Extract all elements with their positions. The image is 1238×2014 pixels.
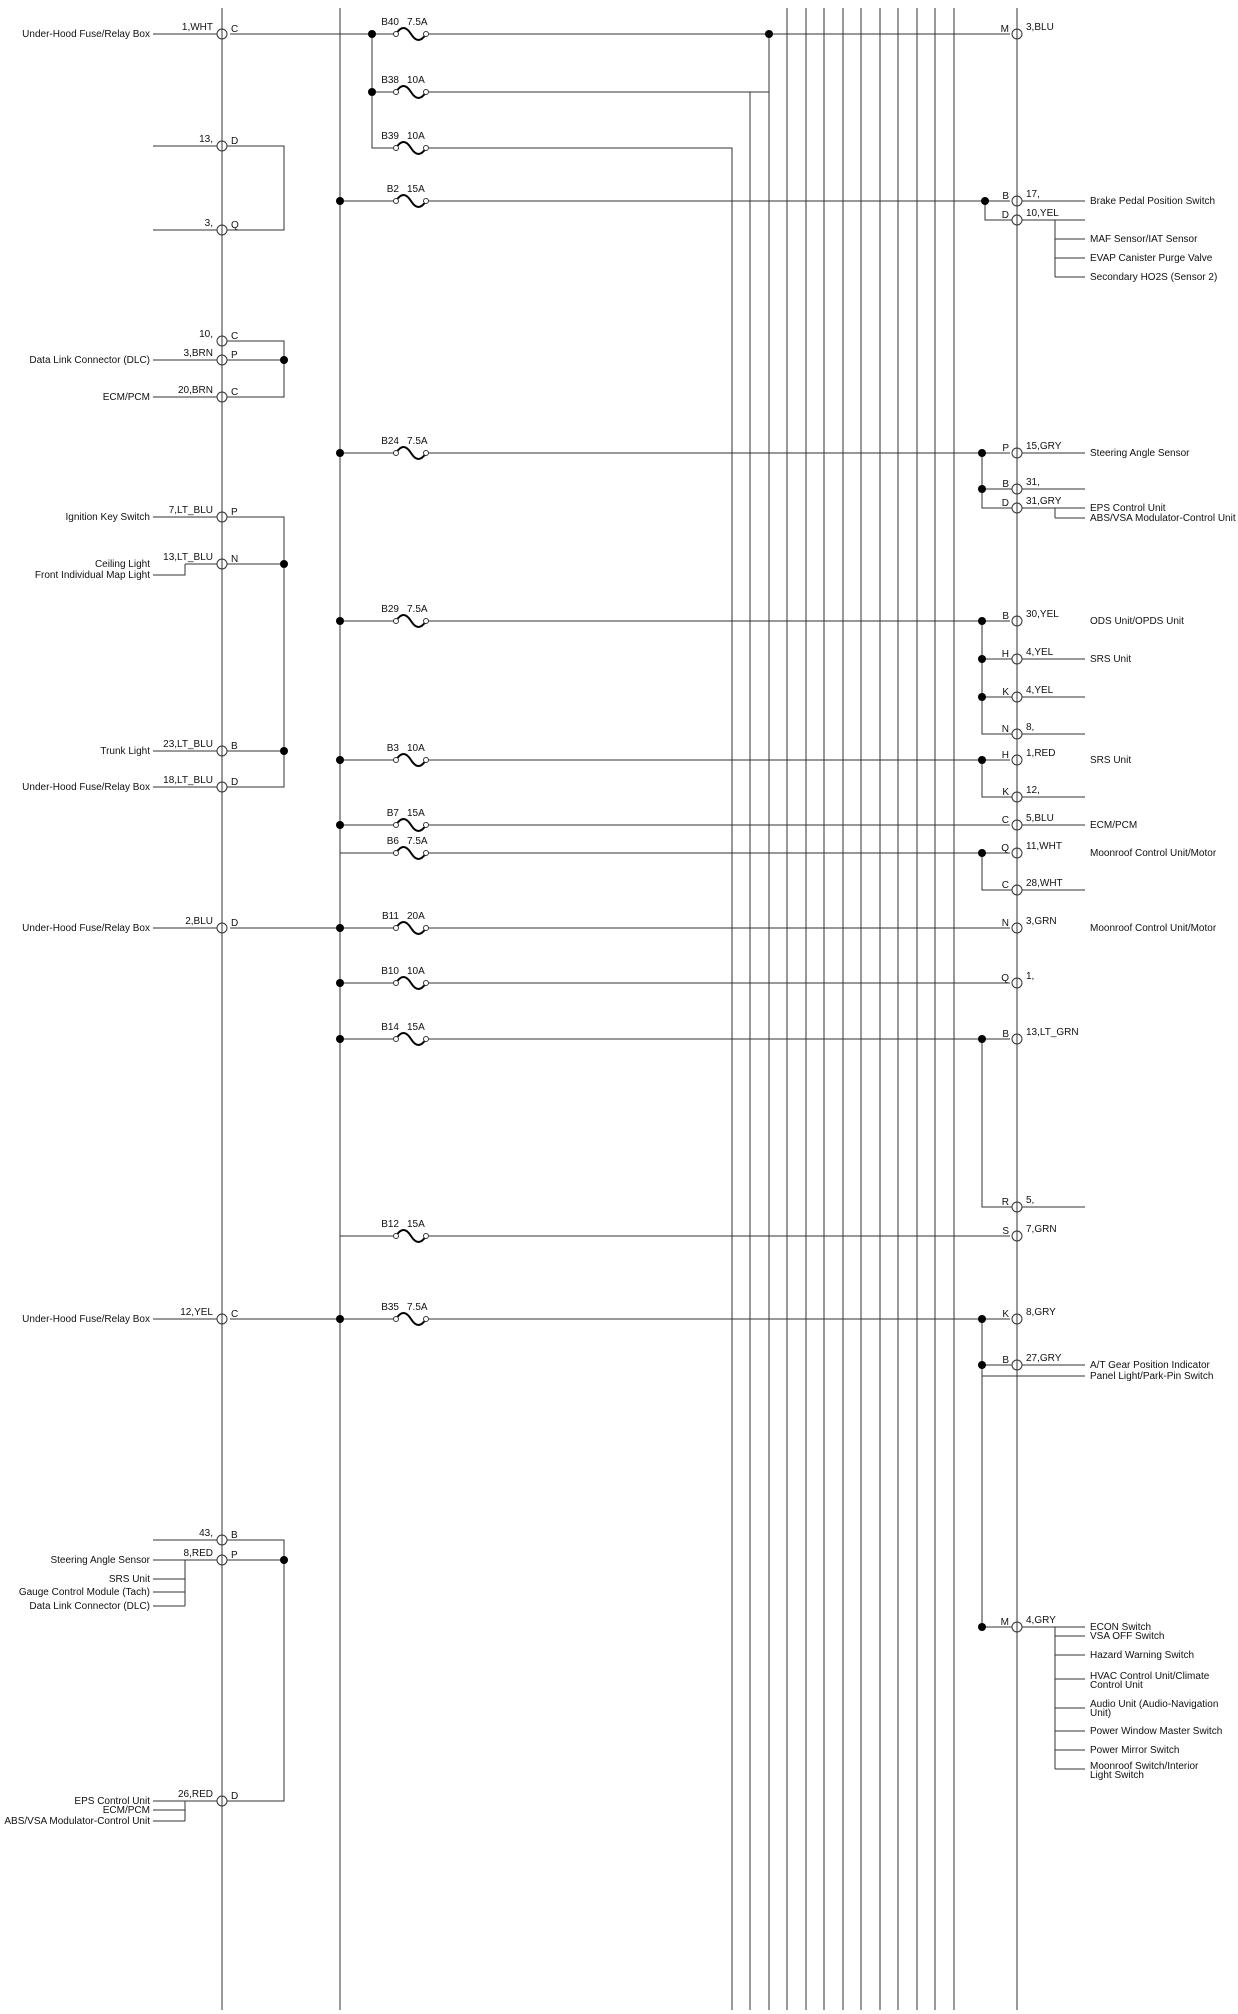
fuse-terminal-right-B35 (424, 1317, 429, 1322)
fuse-terminal-right-B10 (424, 981, 429, 986)
left-label-l12: Under-Hood Fuse/Relay Box (22, 1314, 150, 1325)
right-pin-r21: K (1002, 1309, 1009, 1320)
left-label-l8: Ceiling Light (94, 559, 150, 570)
left-label-l11: Under-Hood Fuse/Relay Box (22, 923, 150, 934)
right-pin-r18: B (1002, 1029, 1009, 1040)
right-wire-r13: 5,BLU (1026, 813, 1054, 824)
fuse-amps-B11: 20A (407, 911, 425, 922)
fuse-amps-B39: 10A (407, 131, 425, 142)
right-pin-r9: K (1002, 687, 1009, 698)
fuse-name-B40: B40 (381, 17, 399, 28)
fuse-name-B7: B7 (386, 808, 399, 819)
left-pin-l7: P (231, 507, 238, 518)
wire-b6 (340, 825, 1010, 853)
fuse-amps-B38: 10A (407, 75, 425, 86)
right-extra-label-re1: MAF Sensor/IAT Sensor (1090, 234, 1198, 245)
fuse-amps-B24: 7.5A (407, 436, 428, 447)
left-pin-l12: C (231, 1309, 239, 1320)
fuse-name-B38: B38 (381, 75, 399, 86)
left-wire-l11: 2,BLU (185, 916, 213, 927)
fuse-terminal-left-B6 (394, 851, 399, 856)
fuse-terminal-right-B29 (424, 619, 429, 624)
fuse-name-B35: B35 (381, 1302, 399, 1313)
left-wire-l15: 26,RED (177, 1789, 213, 1800)
left-wire-l14: 8,RED (183, 1548, 213, 1559)
left-extra-label-le6: ABS/VSA Modulator-Control Unit (4, 1816, 150, 1827)
right-pin-r4: P (1002, 443, 1009, 454)
left-pin-l10: D (231, 777, 239, 788)
left-label-l9: Trunk Light (100, 746, 150, 757)
right-extra-label-re6: VSA OFF Switch (1090, 1631, 1165, 1642)
left-pin-l9: B (231, 741, 238, 752)
right-wire-r16: 3,GRN (1026, 916, 1057, 927)
right-label-r13: ECM/PCM (1090, 820, 1138, 831)
right-extra-label-re9: Control Unit (1090, 1680, 1143, 1691)
right-label-r14: Moonroof Control Unit/Motor (1090, 848, 1217, 859)
left-label-l5: Data Link Connector (DLC) (29, 355, 150, 366)
fuse-terminal-left-B40 (394, 32, 399, 37)
fuse-name-B29: B29 (381, 604, 399, 615)
left-wire-l9: 23,LT_BLU (163, 739, 213, 750)
right-wire-r6: 31,GRY (1026, 496, 1062, 507)
right-extra-label-re11: Unit) (1090, 1708, 1112, 1719)
right-wire-r5: 31, (1026, 477, 1040, 488)
fuse-terminal-right-B2 (424, 199, 429, 204)
right-wire-r10: 8, (1026, 722, 1035, 733)
right-label-r11: SRS Unit (1090, 755, 1132, 766)
left-label-l1: Under-Hood Fuse/Relay Box (22, 29, 150, 40)
left-wire-l12: 12,YEL (180, 1307, 213, 1318)
right-wire-r8: 4,YEL (1026, 647, 1054, 658)
fuse-amps-B40: 7.5A (407, 17, 428, 28)
left-wire-l13: 43, (199, 1528, 213, 1539)
left-pin-l11: D (231, 918, 239, 929)
fuse-terminal-right-B38 (424, 90, 429, 95)
fuse-name-B2: B2 (386, 184, 399, 195)
right-pin-r7: B (1002, 611, 1009, 622)
fuse-terminal-left-B7 (394, 823, 399, 828)
right-label-r8: SRS Unit (1090, 654, 1132, 665)
left-pin-l5: P (231, 350, 238, 361)
wire-b38 (372, 34, 769, 2010)
right-pin-r15: C (1001, 880, 1009, 891)
fuse-terminal-right-B11 (424, 926, 429, 931)
left-wire-l4: 10, (199, 329, 213, 340)
fuse-terminal-left-B14 (394, 1037, 399, 1042)
fuse-amps-B14: 15A (407, 1022, 425, 1033)
left-wire-l10: 18,LT_BLU (163, 775, 213, 786)
left-extra-label-le4: Data Link Connector (DLC) (29, 1601, 150, 1612)
right-wire-r3: 10,YEL (1026, 208, 1059, 219)
right-extra-label-re14: Moonroof Switch/Interior (1090, 1761, 1199, 1772)
right-extra-label-re8: HVAC Control Unit/Climate (1090, 1671, 1210, 1682)
left-extra-label-le2: SRS Unit (108, 1574, 150, 1585)
fuse-terminal-right-B40 (424, 32, 429, 37)
splice-dots (280, 30, 989, 1631)
right-label-r4: Steering Angle Sensor (1090, 448, 1190, 459)
fuse-terminal-left-B24 (394, 451, 399, 456)
right-extra-label-re2: EVAP Canister Purge Valve (1090, 253, 1213, 264)
right-wire-r1: 3,BLU (1026, 22, 1054, 33)
fuse-name-B14: B14 (381, 1022, 399, 1033)
right-pin-r16: N (1001, 918, 1009, 929)
right-wire-r18: 13,LT_GRN (1026, 1027, 1079, 1038)
right-pin-r22: B (1002, 1355, 1009, 1366)
right-pin-r17: Q (1001, 973, 1009, 984)
wire-b12 (340, 1039, 1010, 1236)
left-wire-l3: 3, (204, 218, 213, 229)
fuse-wires (230, 34, 1010, 2010)
right-wire-r7: 30,YEL (1026, 609, 1059, 620)
right-pin-r3: D (1001, 210, 1009, 221)
right-pin-r23: M (1000, 1617, 1009, 1628)
left-wire-l6: 20,BRN (177, 385, 213, 396)
right-wire-r20: 7,GRN (1026, 1224, 1057, 1235)
fuse-terminal-left-B11 (394, 926, 399, 931)
fuse-terminal-right-B24 (424, 451, 429, 456)
left-label-l14: Steering Angle Sensor (50, 1555, 150, 1566)
right-wire-r12: 12, (1026, 785, 1040, 796)
left-wire-l8: 13,LT_BLU (163, 552, 213, 563)
right-extra-label-re15: Light Switch (1090, 1770, 1144, 1781)
left-wire-l5: 3,BRN (183, 348, 213, 359)
left-wire-l2: 13, (199, 134, 213, 145)
fuse-terminal-right-B7 (424, 823, 429, 828)
fuse-terminal-left-B3 (394, 758, 399, 763)
left-connectors (22, 22, 239, 1807)
right-wires (982, 201, 1085, 1769)
wire-b39 (372, 92, 732, 2010)
right-extra-label-re4: ABS/VSA Modulator-Control Unit (1090, 513, 1236, 524)
right-wire-r9: 4,YEL (1026, 685, 1054, 696)
fuse-amps-B3: 10A (407, 743, 425, 754)
right-pin-r13: C (1001, 815, 1009, 826)
right-extra-label-re3: Secondary HO2S (Sensor 2) (1090, 272, 1218, 283)
right-wire-r15: 28,WHT (1026, 878, 1063, 889)
right-pin-r5: B (1002, 479, 1009, 490)
fuse-terminal-left-B39 (394, 146, 399, 151)
fuse-terminal-right-B14 (424, 1037, 429, 1042)
right-wire-r21: 8,GRY (1026, 1307, 1056, 1318)
fuse-name-B24: B24 (381, 436, 399, 447)
fuse-terminal-left-B38 (394, 90, 399, 95)
fuse-amps-B12: 15A (407, 1219, 425, 1230)
right-pin-r11: H (1001, 750, 1009, 761)
fuse-terminal-right-B3 (424, 758, 429, 763)
fuse-terminal-left-B29 (394, 619, 399, 624)
right-pin-r12: K (1002, 787, 1009, 798)
right-label-r23: ECON Switch (1090, 1622, 1152, 1633)
right-wire-r19: 5, (1026, 1195, 1035, 1206)
left-extra-label-le3: Gauge Control Module (Tach) (18, 1587, 150, 1598)
right-pin-r20: S (1002, 1226, 1009, 1237)
right-pin-r14: Q (1001, 843, 1009, 854)
right-wire-r2: 17, (1026, 189, 1040, 200)
fuse-terminal-left-B10 (394, 981, 399, 986)
left-pin-l6: C (231, 387, 239, 398)
fuse-terminal-left-B2 (394, 199, 399, 204)
right-label-r7: ODS Unit/OPDS Unit (1090, 616, 1184, 627)
right-extra-label-re13: Power Mirror Switch (1090, 1745, 1180, 1756)
right-extra-label-re7: Hazard Warning Switch (1090, 1650, 1195, 1661)
right-pin-r8: H (1001, 649, 1009, 660)
fuse-name-B12: B12 (381, 1219, 399, 1230)
right-label-r6: EPS Control Unit (1090, 503, 1166, 514)
fuse-amps-B35: 7.5A (407, 1302, 428, 1313)
left-label-l7: Ignition Key Switch (65, 512, 150, 523)
left-pin-l13: B (231, 1530, 238, 1541)
left-pin-l4: C (231, 331, 239, 342)
fuse-terminal-right-B6 (424, 851, 429, 856)
left-pin-l14: P (231, 1550, 238, 1561)
left-label-l6: ECM/PCM (102, 392, 150, 403)
fuse-amps-B7: 15A (407, 808, 425, 819)
left-pin-l15: D (231, 1791, 239, 1802)
fuse-amps-B6: 7.5A (407, 836, 428, 847)
fuse-terminal-right-B39 (424, 146, 429, 151)
left-pin-l3: Q (231, 220, 239, 231)
right-pin-r2: B (1002, 191, 1009, 202)
fuses (381, 17, 428, 1325)
fuse-name-B3: B3 (386, 743, 399, 754)
right-label-r22: A/T Gear Position Indicator (1090, 1360, 1210, 1371)
right-wire-r23: 4,GRY (1026, 1615, 1056, 1626)
left-extra-label-le5: ECM/PCM (102, 1805, 150, 1816)
fuse-name-B10: B10 (381, 966, 399, 977)
left-pin-l8: N (231, 554, 239, 565)
fuse-amps-B10: 10A (407, 966, 425, 977)
fuse-terminal-right-B12 (424, 1234, 429, 1239)
right-pin-r10: N (1001, 724, 1009, 735)
left-wire-l1: 1,WHT (181, 22, 213, 33)
right-wire-r11: 1,RED (1026, 748, 1056, 759)
fuse-name-B39: B39 (381, 131, 399, 142)
right-pin-r19: R (1001, 1197, 1009, 1208)
right-wire-r17: 1, (1026, 971, 1035, 982)
right-pin-r6: D (1001, 498, 1009, 509)
left-pin-l2: D (231, 136, 239, 147)
fuse-name-B6: B6 (386, 836, 399, 847)
left-pin-l1: C (231, 24, 239, 35)
fuse-amps-B29: 7.5A (407, 604, 428, 615)
right-label-r16: Moonroof Control Unit/Motor (1090, 923, 1217, 934)
left-wire-l7: 7,LT_BLU (168, 505, 213, 516)
left-label-l10: Under-Hood Fuse/Relay Box (22, 782, 150, 793)
fuse-terminal-left-B12 (394, 1234, 399, 1239)
right-pin-r1: M (1000, 24, 1009, 35)
left-extra-label-le1: Front Individual Map Light (34, 570, 150, 581)
right-wire-r4: 15,GRY (1026, 441, 1062, 452)
vertical-buses (222, 8, 1017, 2010)
fuse-amps-B2: 15A (407, 184, 425, 195)
fuse-name-B11: B11 (381, 911, 399, 922)
right-wire-r22: 27,GRY (1026, 1353, 1062, 1364)
right-extra-label-re12: Power Window Master Switch (1090, 1726, 1223, 1737)
right-extra-label-re10: Audio Unit (Audio-Navigation (1090, 1699, 1219, 1710)
right-wire-r14: 11,WHT (1026, 841, 1062, 852)
left-label-l15: EPS Control Unit (74, 1796, 150, 1807)
fuse-terminal-left-B35 (394, 1317, 399, 1322)
right-extra-label-re5: Panel Light/Park-Pin Switch (1090, 1371, 1214, 1382)
right-label-r2: Brake Pedal Position Switch (1090, 196, 1216, 207)
